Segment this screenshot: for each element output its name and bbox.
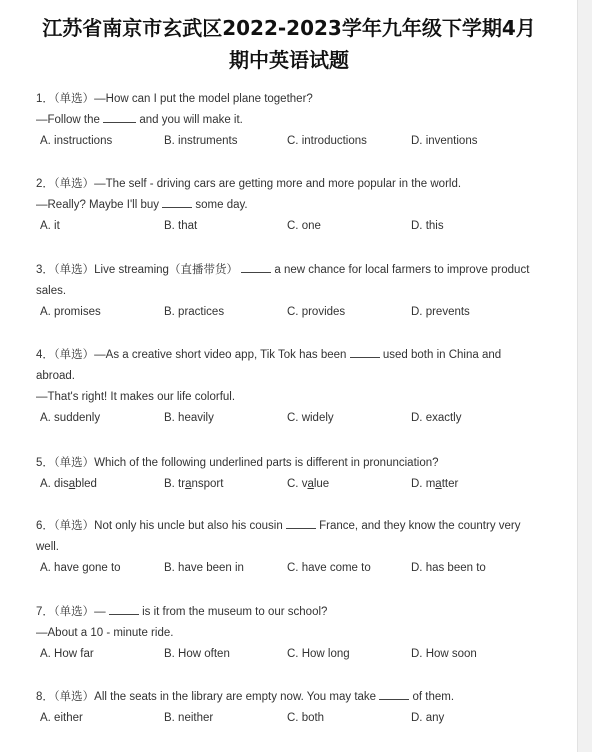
- question-text: and you will make it.: [139, 114, 243, 126]
- question-type-tag: （单选）: [53, 349, 95, 361]
- underlined-letter: a: [68, 478, 76, 490]
- question-6: [36, 516, 556, 579]
- question-text: sales.: [36, 285, 67, 297]
- option-a: A. it: [40, 220, 60, 232]
- question-text: —About a 10 - minute ride.: [36, 627, 174, 639]
- question-4: [36, 345, 556, 429]
- option-a: A. How far: [40, 648, 94, 660]
- question-type-tag: （单选）: [53, 606, 95, 618]
- question-number: 3．: [36, 264, 54, 276]
- question-text: —The self - driving cars are getting more and more popular in the world.: [94, 178, 462, 190]
- option-d: D. prevents: [411, 306, 470, 318]
- option-a: A. have gone to: [40, 562, 121, 574]
- question-text: —How can I put the model plane together?: [94, 93, 313, 105]
- answer-blank: [286, 518, 316, 529]
- option-b: B. neither: [164, 712, 214, 724]
- question-text: abroad.: [36, 370, 76, 382]
- option-c: C. value: [287, 478, 330, 490]
- question-text: France, and they know the country very: [319, 520, 521, 532]
- question-type-tag: （单选）: [53, 264, 95, 276]
- question-text: —That's right! It makes our life colorful.: [36, 391, 236, 403]
- options-row: [36, 216, 556, 237]
- question-type-tag: （单选）: [53, 691, 95, 703]
- page-title: 江苏省南京市玄武区2022-2023学年九年级下学期4月: [42, 16, 536, 40]
- question-8: [36, 687, 556, 729]
- question-stem: [36, 260, 556, 281]
- question-line: [36, 281, 556, 302]
- question-text: used both in China and: [382, 349, 502, 361]
- option-d: D. exactly: [411, 412, 462, 424]
- answer-blank: [109, 604, 139, 615]
- question-text: All the seats in the library are empty now. You may take: [94, 691, 377, 703]
- option-d: D. inventions: [411, 135, 478, 147]
- question-line: [36, 366, 556, 387]
- option-a: A. instructions: [40, 135, 113, 147]
- question-type-tag: （单选）: [53, 178, 95, 190]
- underlined-letter: a: [435, 478, 442, 490]
- question-stem: [36, 174, 556, 195]
- underlined-letter: a: [307, 478, 314, 490]
- question-5: [36, 453, 556, 495]
- option-a: A. promises: [40, 306, 101, 318]
- vertical-scrollbar[interactable]: [577, 0, 592, 752]
- option-b: B. transport: [164, 478, 224, 490]
- question-text: Not only his uncle but also his cousin: [94, 520, 283, 532]
- answer-blank: [241, 262, 271, 273]
- answer-blank: [379, 689, 409, 700]
- question-line: [36, 387, 556, 408]
- question-type-tag: （单选）: [53, 457, 95, 469]
- question-text: a new chance for local farmers to improve product: [274, 264, 530, 276]
- option-c: C. provides: [287, 306, 346, 318]
- question-type-tag: （单选）: [53, 520, 95, 532]
- option-c: C. both: [287, 712, 325, 724]
- option-d: D. this: [411, 220, 444, 232]
- question-text: Which of the following underlined parts is different in pronunciation?: [94, 457, 439, 469]
- question-number: 1．: [36, 93, 54, 105]
- option-c: C. one: [287, 220, 321, 232]
- option-a: A. suddenly: [40, 412, 101, 424]
- question-stem: [36, 453, 556, 474]
- question-text: —Really? Maybe I'll buy: [36, 199, 159, 211]
- question-number: 2．: [36, 178, 54, 190]
- options-row: [36, 131, 556, 152]
- answer-blank: [103, 112, 136, 123]
- option-d: D. any: [411, 712, 445, 724]
- options-row: [36, 408, 556, 429]
- question-number: 7．: [36, 606, 54, 618]
- question-line: [36, 195, 556, 216]
- option-b: B. practices: [164, 306, 225, 318]
- page-subtitle: 期中英语试题: [229, 48, 349, 72]
- question-number: 5．: [36, 457, 54, 469]
- question-stem: [36, 687, 556, 708]
- options-row: [36, 644, 556, 665]
- options-row: [36, 708, 556, 729]
- question-line: [36, 537, 556, 558]
- option-b: B. instruments: [164, 135, 238, 147]
- option-b: B. have been in: [164, 562, 244, 574]
- question-type-tag: （单选）: [53, 93, 95, 105]
- question-text: Live streaming（直播带货）: [94, 264, 238, 276]
- answer-blank: [350, 347, 380, 358]
- question-stem: [36, 602, 556, 623]
- question-line: [36, 623, 556, 644]
- question-text: well.: [36, 541, 60, 553]
- question-text: some day.: [195, 199, 248, 211]
- option-d: D. has been to: [411, 562, 486, 574]
- question-line: [36, 110, 556, 131]
- option-b: B. heavily: [164, 412, 214, 424]
- options-row: [36, 558, 556, 579]
- question-text: —As a creative short video app, Tik Tok has been: [94, 349, 347, 361]
- question-text: —Follow the: [36, 114, 100, 126]
- underlined-letter: a: [185, 478, 192, 490]
- option-d: D. matter: [411, 478, 459, 490]
- question-3: [36, 260, 556, 323]
- option-a: A. either: [40, 712, 83, 724]
- option-c: C. have come to: [287, 562, 371, 574]
- question-stem: [36, 516, 556, 537]
- option-b: B. that: [164, 220, 198, 232]
- question-7: [36, 602, 556, 665]
- question-stem: [36, 89, 556, 110]
- question-1: [36, 89, 556, 152]
- question-stem: [36, 345, 556, 366]
- options-row: [36, 302, 556, 323]
- question-text: —: [94, 606, 106, 618]
- answer-blank: [162, 197, 192, 208]
- question-text: of them.: [412, 691, 455, 703]
- option-d: D. How soon: [411, 648, 477, 660]
- question-number: 4．: [36, 349, 54, 361]
- question-2: [36, 174, 556, 237]
- option-c: C. introductions: [287, 135, 367, 147]
- question-number: 8．: [36, 691, 54, 703]
- options-row: [36, 474, 556, 495]
- option-b: B. How often: [164, 648, 230, 660]
- question-number: 6．: [36, 520, 54, 532]
- option-c: C. widely: [287, 412, 334, 424]
- option-c: C. How long: [287, 648, 350, 660]
- option-a: A. disabled: [40, 478, 97, 490]
- question-text: is it from the museum to our school?: [142, 606, 328, 618]
